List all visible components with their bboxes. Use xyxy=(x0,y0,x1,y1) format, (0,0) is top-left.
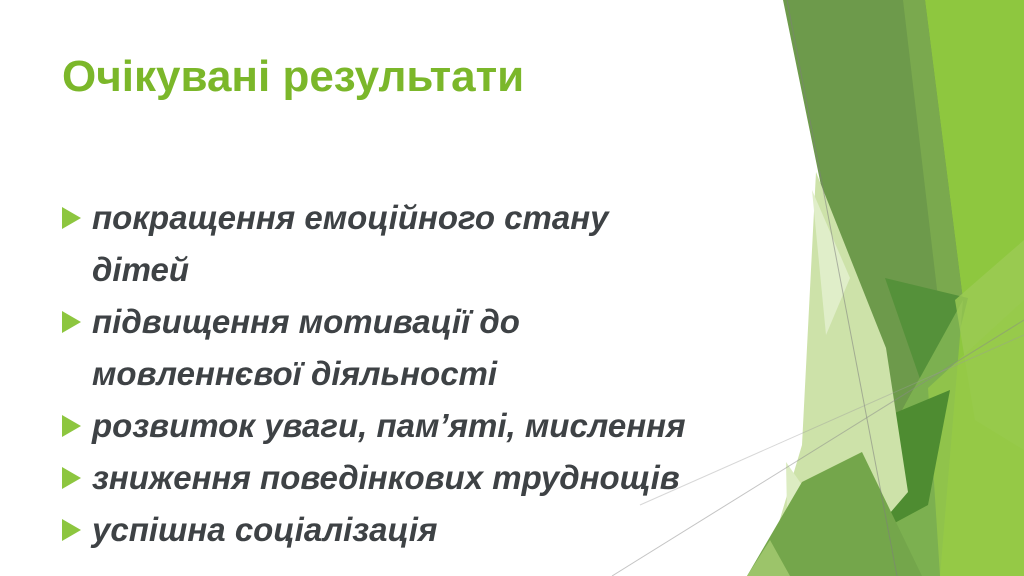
slide-title: Очікувані результати xyxy=(62,52,525,101)
bullet-text-line: підвищення мотивації до xyxy=(92,303,520,340)
bullet-triangle-icon xyxy=(62,519,81,541)
list-item xyxy=(62,192,802,296)
bullet-text-line: мовленнєвої діяльності xyxy=(92,355,498,392)
bullet-triangle-icon xyxy=(62,415,81,437)
bullet-text-line: дітей xyxy=(92,251,189,288)
bullet-text-line: успішна соціалізація xyxy=(92,511,438,548)
bullet-list xyxy=(62,192,802,556)
bullet-text-line: покращення емоційного стану xyxy=(92,199,609,236)
bullet-text-line: зниження поведінкових труднощів xyxy=(92,459,680,496)
bullet-triangle-icon xyxy=(62,467,81,489)
list-item xyxy=(62,504,802,556)
bullet-triangle-icon xyxy=(62,311,81,333)
bullet-triangle-icon xyxy=(62,207,81,229)
list-item xyxy=(62,452,802,504)
list-item xyxy=(62,296,802,400)
bullet-text-line: розвиток уваги, пам’яті, мислення xyxy=(92,407,686,444)
list-item xyxy=(62,400,802,452)
